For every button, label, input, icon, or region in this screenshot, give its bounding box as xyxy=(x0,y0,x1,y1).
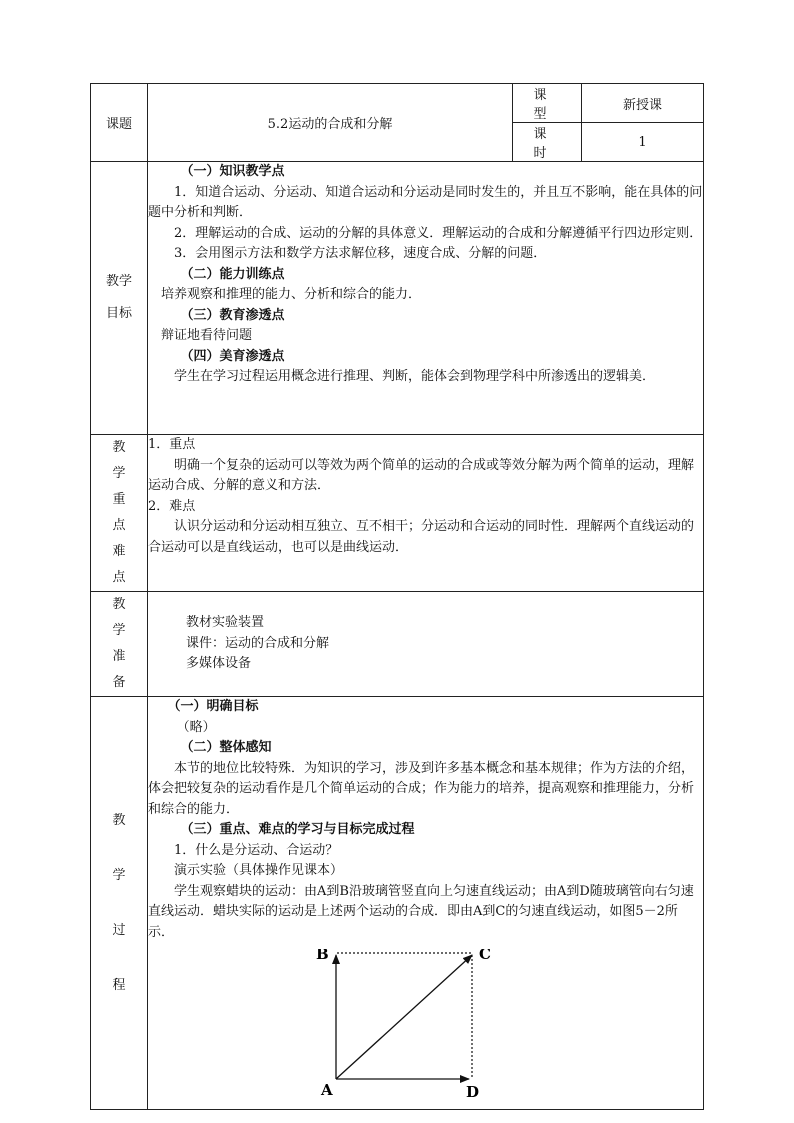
figure-label-a: A xyxy=(321,1081,333,1099)
prep-label-2: 准备 xyxy=(112,649,140,690)
keypoints-focus-text: 明确一个复杂的运动可以等效为两个简单的运动的合成或等效分解为两个简单的运动，理解运动合成、分解的意义和方法． xyxy=(148,457,695,493)
keypoints-label-2: 重点 xyxy=(112,492,140,533)
process-overview-text: 本节的地位比较特殊．为知识的学习，涉及到许多基本概念和基本规律；作为方法的介绍，体会把较复杂的运动看作是几个简单运动的合成；作为能力的培养，提高观察和推理能力，分析和综合的能力． xyxy=(148,760,695,817)
objectives-label-2: 目标 xyxy=(105,306,132,321)
process-heading-overview: （二）整体感知 xyxy=(180,740,272,755)
process-label-2: 学 xyxy=(112,868,126,883)
objectives-label xyxy=(91,162,148,435)
prep-item-1: 教材实验装置 xyxy=(186,615,265,631)
keypoints-label-1: 教学 xyxy=(112,440,140,481)
objectives-heading-knowledge: （一）知识教学点 xyxy=(180,164,285,179)
process-observation-text: 学生观察蜡块的运动：由A到B沿玻璃管竖直向上匀速直线运动；由A到D随玻璃管向右匀速直线运动．蜡块实际的运动是上述两个运动的合成．即由A到C的匀速直线运动，如图5－2所示． xyxy=(148,883,694,940)
figure-label-b: B xyxy=(316,949,329,963)
process-label-4: 程 xyxy=(112,978,126,993)
keypoints-heading-focus: 1．重点 xyxy=(148,437,196,452)
process-goal-text: （略） xyxy=(176,719,216,735)
objectives-heading-aesthetic: （四）美育渗透点 xyxy=(180,348,285,364)
objectives-ability-text: 培养观察和推理的能力、分析和综合的能力． xyxy=(161,287,422,302)
type-value: 新授课 xyxy=(582,84,704,123)
process-heading-goal: （一）明确目标 xyxy=(167,699,259,714)
process-heading-steps: （三）重点、难点的学习与目标完成过程 xyxy=(180,822,415,837)
process-content xyxy=(148,697,704,1110)
process-demo-text: 演示实验（具体操作见课本） xyxy=(174,863,344,878)
prep-label-1: 教学 xyxy=(112,597,140,638)
figure-label-c: C xyxy=(479,949,491,963)
motion-figure xyxy=(148,949,703,1099)
objectives-item-3: 3．会用图示方法和数学方法求解位移，速度合成、分解的问题． xyxy=(174,246,547,261)
objectives-label-1: 教学 xyxy=(105,274,132,289)
arrow-ac xyxy=(336,955,472,1079)
keypoints-label xyxy=(91,435,148,592)
process-label xyxy=(91,697,148,1110)
type-label: 课 型 xyxy=(513,84,582,123)
process-label-3: 过 xyxy=(112,923,126,938)
motion-figure-svg xyxy=(148,949,738,1099)
hours-label: 课 时 xyxy=(513,123,582,162)
keypoints-content xyxy=(148,435,704,592)
figure-label-d: D xyxy=(466,1083,480,1099)
objectives-heading-ability: （二）能力训练点 xyxy=(180,266,285,282)
objectives-education-text: 辩证地看待问题 xyxy=(161,328,253,343)
topic-label: 课题 xyxy=(91,84,148,162)
objectives-content xyxy=(148,162,704,435)
hours-value: 1 xyxy=(582,123,704,162)
lesson-plan-table xyxy=(90,83,704,1110)
process-label-1: 教 xyxy=(112,813,126,828)
prep-item-3: 多媒体设备 xyxy=(186,656,252,672)
keypoints-difficulty-text: 认识分运动和分运动相互独立、互不相干；分运动和合运动的同时性．理解两个直线运动的合运动可以是直线运动，也可以是曲线运动． xyxy=(148,519,695,555)
process-question-1: 1．什么是分运动、合运动？ xyxy=(174,842,339,858)
lesson-plan-page xyxy=(90,83,703,1110)
objectives-heading-education: （三）教育渗透点 xyxy=(180,307,285,323)
lesson-title: 5.2运动的合成和分解 xyxy=(148,84,513,162)
objectives-item-2: 2．理解运动的合成、运动的分解的具体意义．理解运动的合成和分解遵循平行四边形定则． xyxy=(174,225,703,241)
prep-item-2: 课件：运动的合成和分解 xyxy=(186,635,330,651)
prep-label xyxy=(91,592,148,697)
keypoints-heading-difficulty: 2．难点 xyxy=(148,498,196,514)
objectives-aesthetic-text: 学生在学习过程运用概念进行推理、判断，能体会到物理学科中所渗透出的逻辑美． xyxy=(174,369,656,384)
prep-content xyxy=(148,592,704,697)
objectives-item-1: 1．知道合运动、分运动、知道合运动和分运动是同时发生的，并且互不影响，能在具体的问题中分析和判断． xyxy=(148,184,703,220)
keypoints-label-3: 难点 xyxy=(112,544,140,585)
